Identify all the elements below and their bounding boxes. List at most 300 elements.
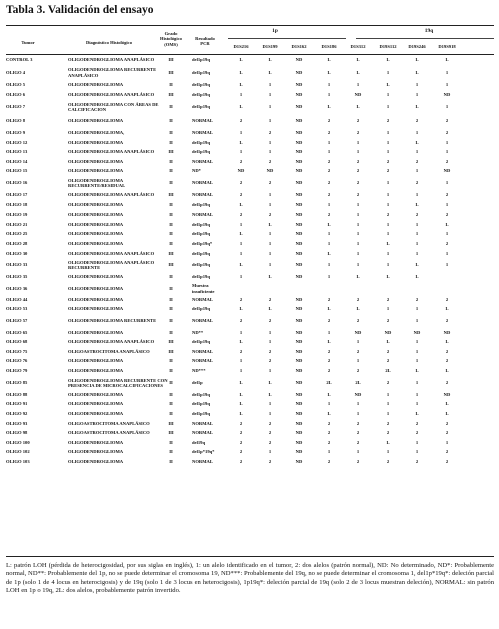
table-row xyxy=(6,457,494,467)
cell-marker: 2 xyxy=(239,192,243,198)
cell-marker: 2 xyxy=(445,318,449,324)
cell-marker: 2 xyxy=(239,449,243,455)
cell-marker: 1 xyxy=(327,274,331,280)
cell-diagnostico: OLIGODENDROGLIOMA xyxy=(68,368,124,374)
cell-marker: 1 xyxy=(327,262,331,268)
table-row xyxy=(6,428,494,438)
cell-grado: III xyxy=(168,250,174,256)
cell-marker: 1 xyxy=(327,202,331,208)
cell-marker: 1 xyxy=(386,250,390,256)
cell-marker: 1 xyxy=(356,411,360,417)
table-row xyxy=(6,328,494,337)
cell-marker: 2 xyxy=(415,212,419,218)
cell-marker: ND xyxy=(295,57,303,63)
cell-tumor: OLIGO 13 xyxy=(6,149,28,155)
cell-marker: ND xyxy=(443,168,451,174)
cell-marker: 1 xyxy=(445,69,449,75)
cell-marker: 2 xyxy=(356,118,360,124)
cell-marker: 2 xyxy=(239,348,243,354)
cell-diagnostico: OLIGODENDROGLIOMA xyxy=(68,329,124,335)
cell-marker: ND xyxy=(443,329,451,335)
cell-diagnostico: OLIGODENDROGLIOMA ANAPLÁSICO xyxy=(68,192,155,198)
cell-marker: L xyxy=(239,104,243,110)
cell-tumor: OLIGO 68 xyxy=(6,339,28,345)
cell-marker: 1 xyxy=(268,118,272,124)
cell-marker: L xyxy=(327,339,331,345)
cell-marker: L xyxy=(356,104,360,110)
cell-marker: L xyxy=(327,250,331,256)
cell-resultado: Muestra insuficiente xyxy=(192,283,215,294)
cell-marker: 1 xyxy=(415,168,419,174)
cell-resultado: del1p*19q* xyxy=(192,449,215,455)
table-row xyxy=(6,210,494,220)
cell-marker: 2 xyxy=(327,430,331,436)
table-row xyxy=(6,114,494,128)
cell-marker: 2 xyxy=(415,158,419,164)
table-row xyxy=(6,419,494,428)
table-row xyxy=(6,356,494,366)
cell-tumor: OLIGO 36 xyxy=(6,285,28,291)
cell-marker: 2 xyxy=(445,212,449,218)
cell-resultado: del1p19q xyxy=(192,202,210,208)
cell-marker: 1 xyxy=(239,329,243,335)
cell-marker: 1 xyxy=(356,82,360,88)
cell-diagnostico: OLIGODENDROGLIOMA ANAPLÁSICO xyxy=(68,250,155,256)
cell-tumor: OLIGO 33 xyxy=(6,262,28,268)
cell-marker: 1 xyxy=(386,149,390,155)
marker-header: D1S216 xyxy=(233,44,249,49)
cell-resultado: del1p19q xyxy=(192,139,210,145)
cell-tumor: OLIGO 21 xyxy=(6,221,28,227)
cell-marker: 1 xyxy=(415,449,419,455)
cell-marker: 2 xyxy=(327,420,331,426)
cell-grado: II xyxy=(169,168,173,174)
group-19q-rule xyxy=(356,38,494,39)
cell-marker: 2 xyxy=(445,348,449,354)
cell-grado: II xyxy=(169,439,173,445)
cell-marker: 2 xyxy=(415,420,419,426)
cell-marker: 1 xyxy=(445,104,449,110)
header-grado: Grado Histológico (OMS) xyxy=(160,31,182,47)
cell-tumor: OLIGO 76 xyxy=(6,358,28,364)
cell-marker: 1 xyxy=(386,192,390,198)
cell-grado: III xyxy=(168,339,174,345)
cell-tumor: OLIGO 28 xyxy=(6,241,28,247)
cell-marker: ND xyxy=(295,391,303,397)
cell-diagnostico: OLIGODENDROGLIOMA xyxy=(68,285,124,291)
cell-marker: 2 xyxy=(327,180,331,186)
cell-marker: L xyxy=(239,391,243,397)
cell-marker: ND xyxy=(295,296,303,302)
cell-marker: 1 xyxy=(386,202,390,208)
cell-marker: 2 xyxy=(327,318,331,324)
cell-grado: II xyxy=(169,118,173,124)
marker-header: D19S246 xyxy=(408,44,426,49)
table-row xyxy=(6,409,494,419)
cell-grado: II xyxy=(169,82,173,88)
top-rule xyxy=(6,25,494,26)
cell-marker: L xyxy=(268,57,272,63)
cell-marker: 2 xyxy=(268,439,272,445)
table-row xyxy=(6,176,494,190)
cell-marker: 1 xyxy=(327,149,331,155)
cell-tumor: OLIGO 9 xyxy=(6,130,26,136)
cell-marker: 2 xyxy=(386,459,390,465)
cell-resultado: ND* xyxy=(192,168,201,174)
cell-diagnostico: OLIGODENDROGLIOMA xyxy=(68,221,124,227)
cell-marker: 1 xyxy=(415,318,419,324)
cell-marker: 1 xyxy=(268,250,272,256)
cell-resultado: NORMAL xyxy=(192,296,213,302)
cell-marker: 2 xyxy=(268,130,272,136)
table-row xyxy=(6,229,494,239)
cell-marker: 2 xyxy=(445,449,449,455)
marker-header: D1S199 xyxy=(262,44,278,49)
cell-tumor: OLIGO 98 xyxy=(6,430,28,436)
cell-tumor: OLIGO 79 xyxy=(6,368,28,374)
cell-marker: 1 xyxy=(239,274,243,280)
cell-marker: 1 xyxy=(386,401,390,407)
cell-marker: L xyxy=(239,202,243,208)
cell-marker: L xyxy=(327,306,331,312)
cell-marker: 1 xyxy=(239,358,243,364)
cell-resultado: NORMAL xyxy=(192,358,213,364)
cell-marker xyxy=(377,282,399,295)
cell-marker: 2 xyxy=(415,430,419,436)
cell-marker: 1 xyxy=(268,139,272,145)
cell-tumor: OLIGO 16 xyxy=(6,180,28,186)
table-row xyxy=(6,200,494,210)
cell-marker: 2 xyxy=(327,212,331,218)
cell-marker: L xyxy=(356,306,360,312)
cell-diagnostico: OLIGODENDROGLIOMA xyxy=(68,212,124,218)
cell-marker: ND xyxy=(413,329,421,335)
cell-marker: 1 xyxy=(415,401,419,407)
cell-marker: ND xyxy=(295,420,303,426)
cell-marker: ND xyxy=(295,149,303,155)
cell-marker: 2 xyxy=(415,118,419,124)
cell-marker: L xyxy=(415,57,419,63)
cell-marker: 2 xyxy=(445,380,449,386)
cell-marker: 2 xyxy=(415,459,419,465)
cell-diagnostico: OLIGODENDROGLIOMA xyxy=(68,241,124,247)
cell-marker: ND xyxy=(295,380,303,386)
cell-marker: L xyxy=(356,69,360,75)
cell-marker: 2 xyxy=(327,192,331,198)
cell-grado: III xyxy=(168,430,174,436)
cell-resultado: NORMAL xyxy=(192,459,213,465)
marker-header: D19S112 xyxy=(379,44,397,49)
cell-grado: II xyxy=(169,212,173,218)
cell-resultado: del1p19q xyxy=(192,82,210,88)
cell-tumor: OLIGO 103 xyxy=(6,459,30,465)
cell-tumor: OLIGO 100 xyxy=(6,439,30,445)
table-row xyxy=(6,239,494,249)
cell-marker: 1 xyxy=(356,212,360,218)
cell-marker: 2 xyxy=(445,459,449,465)
cell-diagnostico: OLIGODENDROGLIOMA xyxy=(68,439,124,445)
cell-diagnostico: OLIGODENDROGLIOMA, xyxy=(68,130,125,136)
cell-resultado: NORMAL xyxy=(192,130,213,136)
cell-marker: ND xyxy=(295,139,303,145)
cell-marker: 2 xyxy=(356,296,360,302)
cell-marker: ND xyxy=(295,401,303,407)
cell-marker: 1 xyxy=(415,250,419,256)
cell-grado: III xyxy=(168,348,174,354)
cell-marker: 2 xyxy=(386,118,390,124)
cell-resultado: NORMAL xyxy=(192,318,213,324)
cell-marker: 2 xyxy=(445,158,449,164)
cell-marker: L xyxy=(239,262,243,268)
cell-marker: 2 xyxy=(445,130,449,136)
cell-marker: L xyxy=(239,401,243,407)
cell-marker xyxy=(230,282,252,295)
cell-grado: II xyxy=(169,285,173,291)
cell-marker xyxy=(436,272,458,282)
cell-grado: II xyxy=(169,401,173,407)
cell-marker: ND xyxy=(295,241,303,247)
cell-marker: 2 xyxy=(268,430,272,436)
cell-marker: L xyxy=(327,221,331,227)
cell-marker: ND xyxy=(295,459,303,465)
cell-marker: 1 xyxy=(386,262,390,268)
cell-tumor: OLIGO 15 xyxy=(6,168,28,174)
cell-marker: 1 xyxy=(268,92,272,98)
cell-tumor: OLIGO 91 xyxy=(6,401,28,407)
cell-marker: L xyxy=(386,274,390,280)
cell-grado: III xyxy=(168,149,174,155)
cell-tumor: OLIGO 93 xyxy=(6,420,28,426)
cell-marker: L xyxy=(327,411,331,417)
cell-marker: L xyxy=(386,339,390,345)
cell-marker: 2 xyxy=(239,212,243,218)
cell-marker: 2 xyxy=(445,430,449,436)
cell-marker: 2 xyxy=(386,430,390,436)
cell-marker: 2 xyxy=(268,318,272,324)
cell-diagnostico: OLIGODENDROGLIOMA xyxy=(68,168,124,174)
cell-marker: ND xyxy=(295,274,303,280)
cell-marker: L xyxy=(386,82,390,88)
cell-marker: ND xyxy=(295,69,303,75)
cell-marker: L xyxy=(327,104,331,110)
cell-resultado: NORMAL xyxy=(192,212,213,218)
cell-grado: II xyxy=(169,411,173,417)
cell-marker: 1 xyxy=(445,139,449,145)
cell-marker: ND xyxy=(295,92,303,98)
table-row xyxy=(6,376,494,390)
table-title: Tabla 3. Validación del ensayo xyxy=(6,4,154,16)
cell-marker: 2 xyxy=(327,358,331,364)
cell-diagnostico: OLIGODENDROGLIOMA ANAPLÁSICO xyxy=(68,339,155,345)
header-tumor: Tumor xyxy=(21,40,35,45)
cell-marker: 1 xyxy=(268,82,272,88)
cell-diagnostico: OLIGODENDROGLIOMA xyxy=(68,459,124,465)
table-row xyxy=(6,390,494,399)
cell-marker xyxy=(288,282,310,295)
cell-marker: 2 xyxy=(386,420,390,426)
cell-marker: 2 xyxy=(268,180,272,186)
cell-marker: 2 xyxy=(327,168,331,174)
cell-tumor: CONTROL 3 xyxy=(6,57,33,63)
cell-marker: 1 xyxy=(268,401,272,407)
table-row xyxy=(6,90,494,100)
cell-marker: 2 xyxy=(445,192,449,198)
cell-grado: III xyxy=(168,262,174,268)
table-row xyxy=(6,399,494,409)
cell-marker: L xyxy=(268,221,272,227)
cell-marker: 1 xyxy=(327,92,331,98)
cell-marker: L xyxy=(445,368,449,374)
marker-header: D1S312 xyxy=(350,44,366,49)
cell-marker: 2 xyxy=(386,168,390,174)
cell-diagnostico: OLIGODENDROGLIOMA ANAPLÁSICO xyxy=(68,57,155,63)
cell-marker: 2 xyxy=(356,459,360,465)
cell-marker: 1 xyxy=(327,82,331,88)
cell-marker: 1 xyxy=(415,92,419,98)
cell-diagnostico: OLIGODENDROGLIOMA xyxy=(68,401,124,407)
cell-resultado: del1p19q xyxy=(192,250,210,256)
cell-grado: II xyxy=(169,391,173,397)
table-row xyxy=(6,447,494,457)
cell-grado: II xyxy=(169,231,173,237)
cell-diagnostico: OLIGODENDROGLIOMA RECURRENTE xyxy=(68,318,157,324)
cell-marker: ND xyxy=(295,180,303,186)
cell-tumor: OLIGO 102 xyxy=(6,449,30,455)
cell-marker: 1 xyxy=(356,401,360,407)
cell-marker: 2 xyxy=(239,420,243,426)
cell-marker xyxy=(406,282,428,295)
cell-marker: L xyxy=(386,241,390,247)
cell-marker: 1 xyxy=(268,449,272,455)
cell-tumor: OLIGO 19 xyxy=(6,212,28,218)
cell-diagnostico: OLIGODENDROGLIOMA ANAPLÁSICO xyxy=(68,92,155,98)
cell-marker: L xyxy=(239,411,243,417)
cell-marker: ND xyxy=(443,391,451,397)
cell-marker: ND xyxy=(443,92,451,98)
cell-marker: L xyxy=(445,57,449,63)
cell-grado: II xyxy=(169,459,173,465)
cell-resultado: del1p19q xyxy=(192,149,210,155)
cell-marker: ND xyxy=(354,391,362,397)
cell-marker: 2 xyxy=(356,368,360,374)
cell-marker: 1 xyxy=(268,368,272,374)
cell-tumor: OLIGO 35 xyxy=(6,274,28,280)
cell-marker: 1 xyxy=(327,139,331,145)
cell-marker: ND xyxy=(295,82,303,88)
cell-marker: ND xyxy=(295,348,303,354)
cell-marker: 1 xyxy=(415,82,419,88)
cell-marker: 1 xyxy=(268,411,272,417)
cell-marker: 2L xyxy=(385,368,391,374)
cell-marker: 1 xyxy=(268,202,272,208)
cell-resultado: del1p19q xyxy=(192,92,210,98)
cell-marker: 2 xyxy=(386,296,390,302)
cell-resultado: del1p19q xyxy=(192,262,210,268)
cell-marker: 2 xyxy=(356,439,360,445)
cell-marker: ND xyxy=(295,158,303,164)
cell-marker: 2 xyxy=(268,296,272,302)
cell-marker: 1 xyxy=(445,180,449,186)
cell-grado: II xyxy=(169,368,173,374)
cell-resultado: NORMAL xyxy=(192,420,213,426)
cell-marker: 1 xyxy=(386,104,390,110)
cell-marker: 1 xyxy=(356,139,360,145)
cell-marker: ND xyxy=(295,202,303,208)
cell-marker: 2 xyxy=(327,118,331,124)
cell-diagnostico: OLIGOASTROCITOMA ANAPLÁSICO xyxy=(68,348,150,354)
cell-marker: 2L xyxy=(326,380,332,386)
cell-grado: III xyxy=(168,57,174,63)
cell-marker: L xyxy=(239,82,243,88)
table-row xyxy=(6,272,494,282)
cell-marker: 1 xyxy=(356,221,360,227)
cell-marker: ND xyxy=(295,104,303,110)
cell-marker: 2 xyxy=(239,430,243,436)
cell-marker: 1 xyxy=(239,92,243,98)
cell-diagnostico: OLIGODENDROGLIOMA xyxy=(68,139,124,145)
cell-resultado: del1p19q xyxy=(192,231,210,237)
cell-marker: 2 xyxy=(327,130,331,136)
cell-marker: L xyxy=(415,274,419,280)
cell-marker: 2 xyxy=(386,380,390,386)
cell-marker: 2 xyxy=(268,158,272,164)
cell-marker: 1 xyxy=(386,231,390,237)
cell-marker: 2 xyxy=(356,192,360,198)
cell-grado: II xyxy=(169,296,173,302)
cell-resultado: ND** xyxy=(192,329,204,335)
cell-marker: 1 xyxy=(386,391,390,397)
cell-diagnostico: OLIGODENDROGLIOMA xyxy=(68,306,124,312)
cell-marker: 2 xyxy=(356,180,360,186)
cell-resultado: del1p19q xyxy=(192,104,210,110)
cell-marker: 1 xyxy=(386,69,390,75)
cell-resultado: del1p xyxy=(192,380,203,386)
cell-marker: L xyxy=(445,401,449,407)
cell-marker: L xyxy=(445,411,449,417)
cell-marker: 2 xyxy=(239,180,243,186)
cell-marker: L xyxy=(356,274,360,280)
cell-marker: 1 xyxy=(268,231,272,237)
cell-grado: II xyxy=(169,202,173,208)
cell-diagnostico: OLIGODENDROGLIOMA xyxy=(68,158,124,164)
cell-grado: II xyxy=(169,329,173,335)
cell-marker: 1 xyxy=(327,401,331,407)
cell-marker: ND xyxy=(266,168,274,174)
cell-marker: 1 xyxy=(445,82,449,88)
table-row xyxy=(6,80,494,90)
cell-grado: II xyxy=(169,221,173,227)
cell-tumor: OLIGO 53 xyxy=(6,306,28,312)
cell-resultado: NORMAL xyxy=(192,180,213,186)
cell-marker: 1 xyxy=(268,192,272,198)
cell-marker: 2 xyxy=(445,296,449,302)
cell-marker: ND xyxy=(295,411,303,417)
cell-marker: L xyxy=(415,69,419,75)
cell-marker: 1 xyxy=(415,439,419,445)
cell-grado: II xyxy=(169,130,173,136)
header-diagnostico: Diagnóstico Histológico xyxy=(85,40,133,45)
cell-marker: 1 xyxy=(268,149,272,155)
cell-marker: 1 xyxy=(356,339,360,345)
cell-marker: L xyxy=(239,339,243,345)
cell-marker: 1 xyxy=(239,130,243,136)
cell-marker xyxy=(436,282,458,295)
cell-marker: ND xyxy=(295,339,303,345)
cell-grado: III xyxy=(168,92,174,98)
cell-marker: L xyxy=(445,339,449,345)
table-row xyxy=(6,438,494,447)
cell-marker: 1 xyxy=(239,241,243,247)
